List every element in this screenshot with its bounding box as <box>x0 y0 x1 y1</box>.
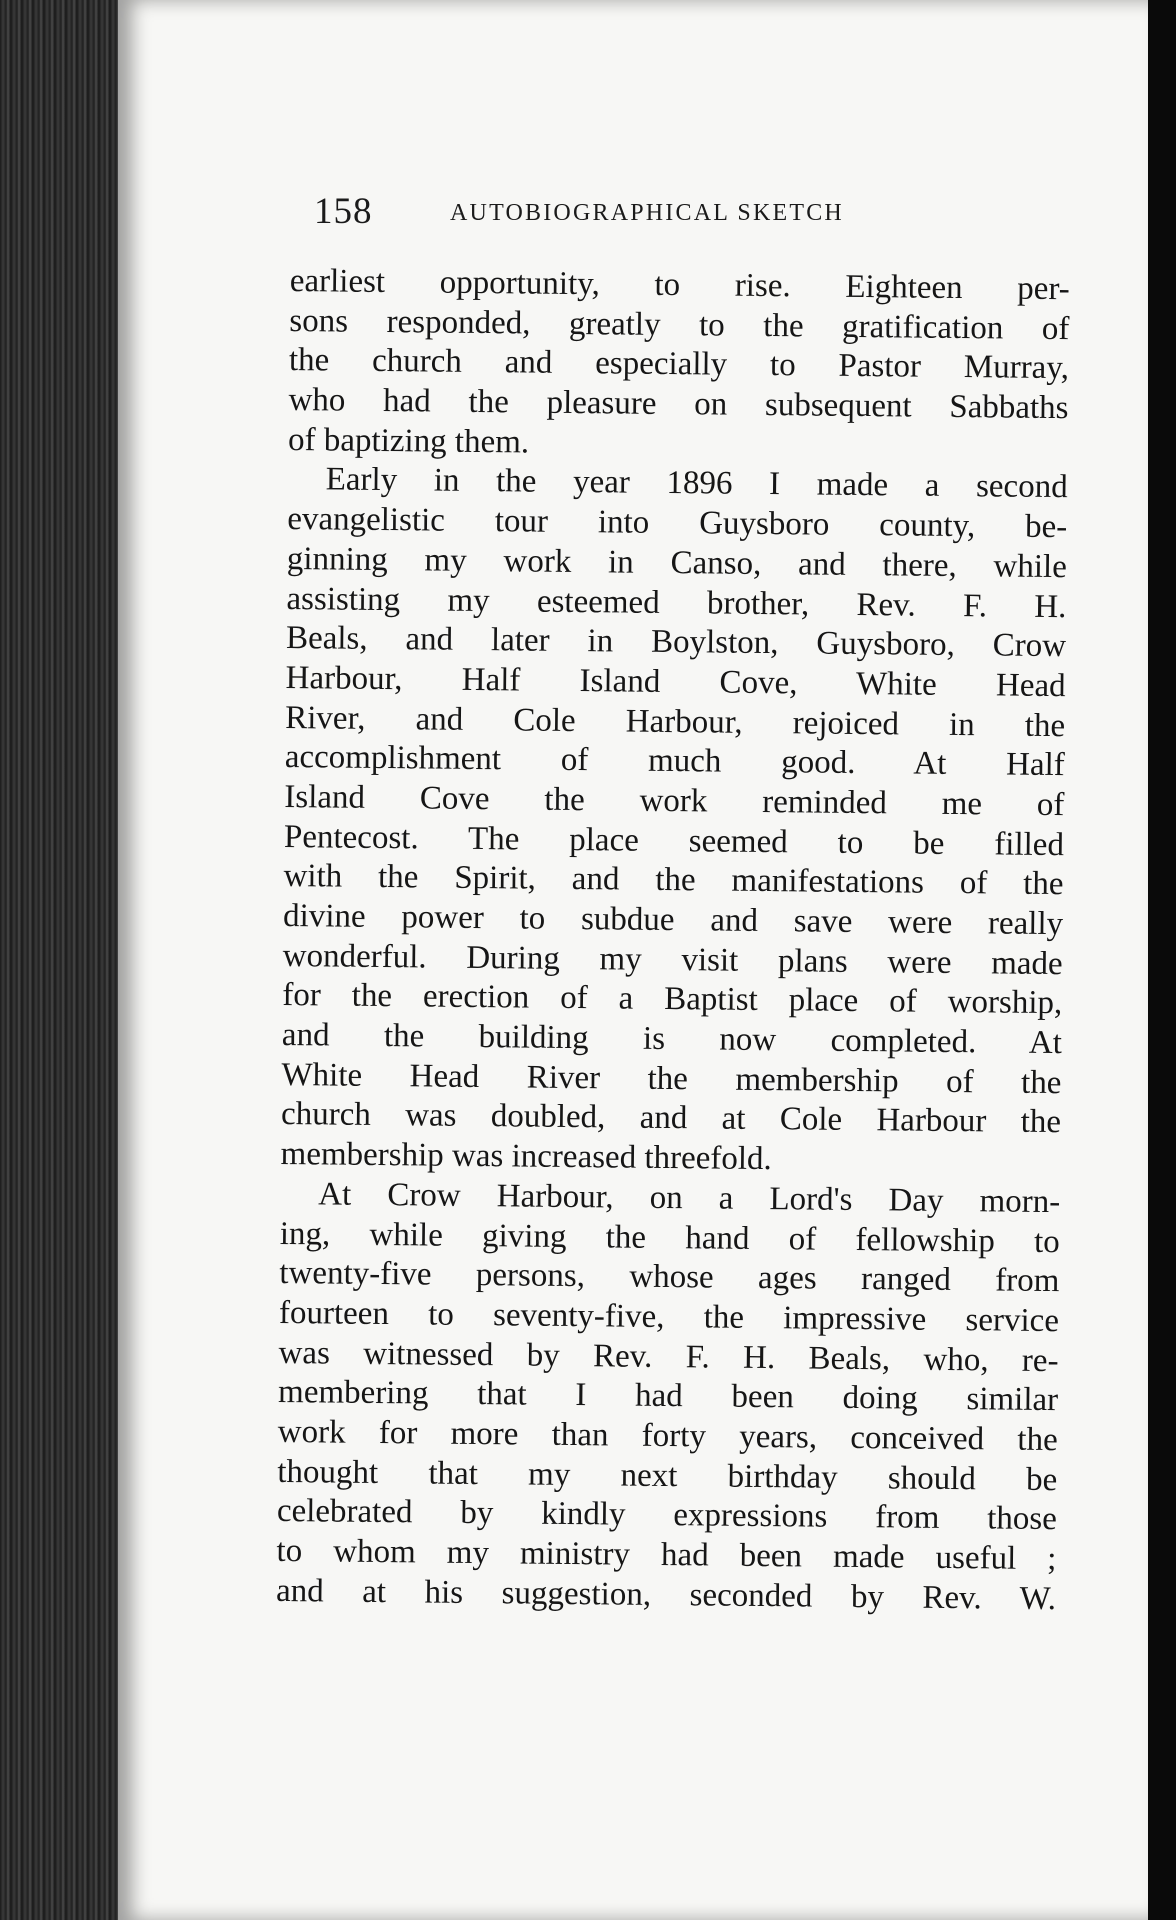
text-line: was witnessed by Rev. F. H. Beals, who, re- <box>278 1334 1059 1379</box>
text-line: to whom my ministry had been made useful ; <box>276 1532 1057 1578</box>
text-line: Harbour, Half Island Cove, White Head <box>285 659 1066 705</box>
text-line: White Head River the membership of the <box>281 1056 1062 1101</box>
text-line: twenty-five persons, whose ages ranged from <box>279 1255 1060 1300</box>
text-line: fourteen to seventy-five, the impressive service <box>278 1294 1060 1339</box>
text-line: River, and Cole Harbour, rejoiced in the <box>285 699 1066 744</box>
text-line: Island Cove the work reminded me of <box>284 778 1065 824</box>
text-line: wonderful. During my visit plans were made <box>282 937 1063 982</box>
text-line: Early in the year 1896 I made a second <box>325 461 1068 506</box>
text-line: who had the pleasure on subsequent Sabbaths <box>288 382 1069 427</box>
text-line: the church and especially to Pastor Murray, <box>288 342 1070 387</box>
text-line: ing, while giving the hand of fellowship to <box>279 1215 1060 1260</box>
text-line: membership was increased threefold. <box>280 1136 772 1178</box>
text-line: ginning my work in Canso, and there, while <box>286 540 1068 585</box>
text-line: and at his suggestion, seconded by Rev. W. <box>275 1572 1057 1617</box>
text-line: evangelistic tour into Guysboro county, be- <box>287 501 1068 546</box>
text-line: thought that my next birthday should be <box>277 1453 1058 1498</box>
running-head <box>314 190 934 234</box>
page-number: 158 <box>314 191 373 232</box>
text-line: celebrated by kindly expressions from those <box>276 1493 1058 1538</box>
text-line: work for more than forty years, conceived the <box>277 1413 1058 1459</box>
text-line: sons responded, greatly to the gratification of <box>289 302 1070 347</box>
scan-border <box>1148 0 1176 1920</box>
text-line: Pentecost. The place seemed to be filled <box>283 818 1065 863</box>
running-head-title: AUTOBIOGRAPHICAL SKETCH <box>450 200 844 226</box>
book-page-edges <box>0 0 130 1920</box>
body-text <box>276 262 1070 1619</box>
text-line: of baptizing them. <box>287 421 530 461</box>
text-line: for the erection of a Baptist place of worship, <box>282 977 1063 1022</box>
text-line: and the building is now completed. At <box>281 1017 1063 1062</box>
text-line: divine power to subdue and save were really <box>282 897 1064 943</box>
text-line: assisting my esteemed brother, Rev. F. H. <box>286 580 1067 625</box>
text-line: membering that I had been doing similar <box>277 1374 1059 1419</box>
text-line: church was doubled, and at Cole Harbour the <box>280 1096 1062 1141</box>
text-line: with the Spirit, and the manifestations of the <box>283 858 1064 903</box>
text-line: accomplishment of much good. At Half <box>284 739 1065 784</box>
text-line: Beals, and later in Boylston, Guysboro, Crow <box>285 620 1067 665</box>
text-line: At Crow Harbour, on a Lord's Day morn- <box>318 1176 1061 1220</box>
text-line: earliest opportunity, to rise. Eighteen per- <box>289 262 1070 308</box>
